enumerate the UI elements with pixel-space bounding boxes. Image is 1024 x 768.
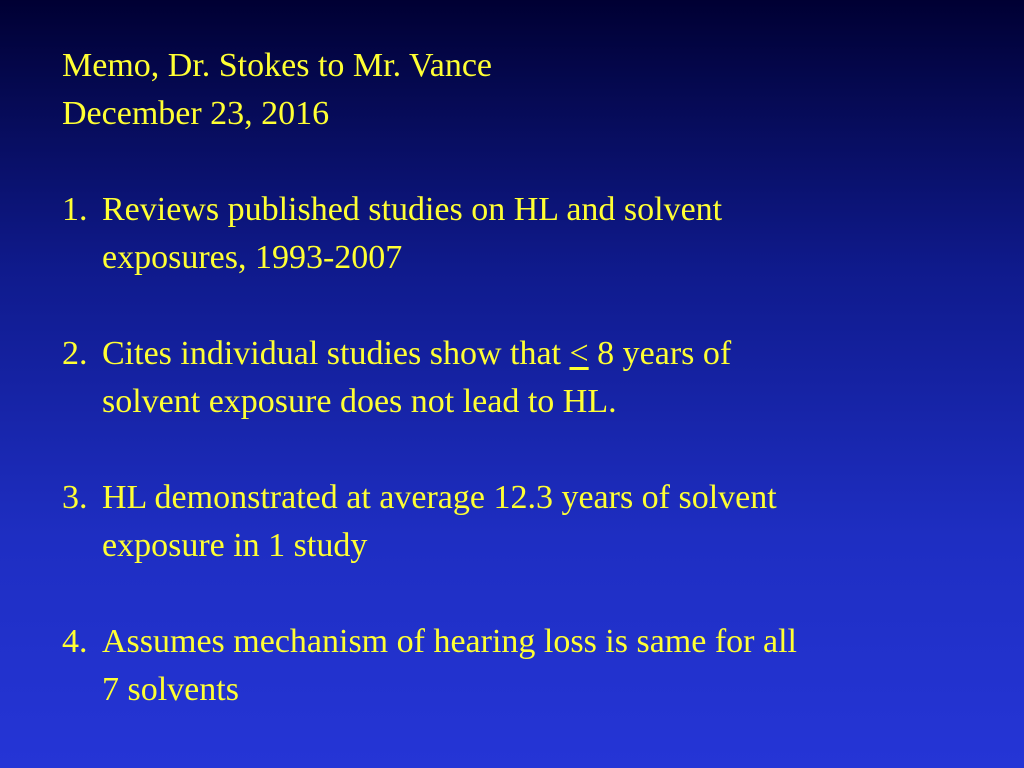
findings-list (62, 186, 962, 714)
item-number: 4. (62, 623, 88, 660)
item-line: exposure in 1 study (102, 527, 368, 564)
list-item-2 (62, 330, 962, 426)
item-text (102, 474, 922, 570)
item-line: Reviews published studies on HL and solvent (102, 191, 723, 228)
list-item-3 (62, 474, 962, 570)
list-item-4 (62, 618, 962, 714)
slide (62, 42, 962, 762)
item-text (102, 330, 922, 426)
less-than-or-equal-symbol: < (569, 335, 589, 372)
item-text (102, 618, 922, 714)
item-number: 3. (62, 479, 88, 516)
item-text (102, 186, 922, 282)
item-line-before: Cites individual studies show that (102, 335, 570, 372)
item-line: solvent exposure does not lead to HL. (102, 383, 617, 420)
item-number: 1. (62, 191, 88, 228)
item-number: 2. (62, 335, 88, 372)
item-line-after: 8 years of (588, 335, 732, 372)
memo-title: Memo, Dr. Stokes to Mr. Vance (62, 47, 493, 84)
memo-date: December 23, 2016 (62, 95, 330, 132)
item-line: Assumes mechanism of hearing loss is same for all (102, 623, 797, 660)
list-item-1 (62, 186, 962, 282)
item-line: 7 solvents (102, 671, 239, 708)
item-line (102, 330, 922, 378)
item-line: exposures, 1993-2007 (102, 239, 403, 276)
item-line: HL demonstrated at average 12.3 years of solvent (102, 479, 777, 516)
